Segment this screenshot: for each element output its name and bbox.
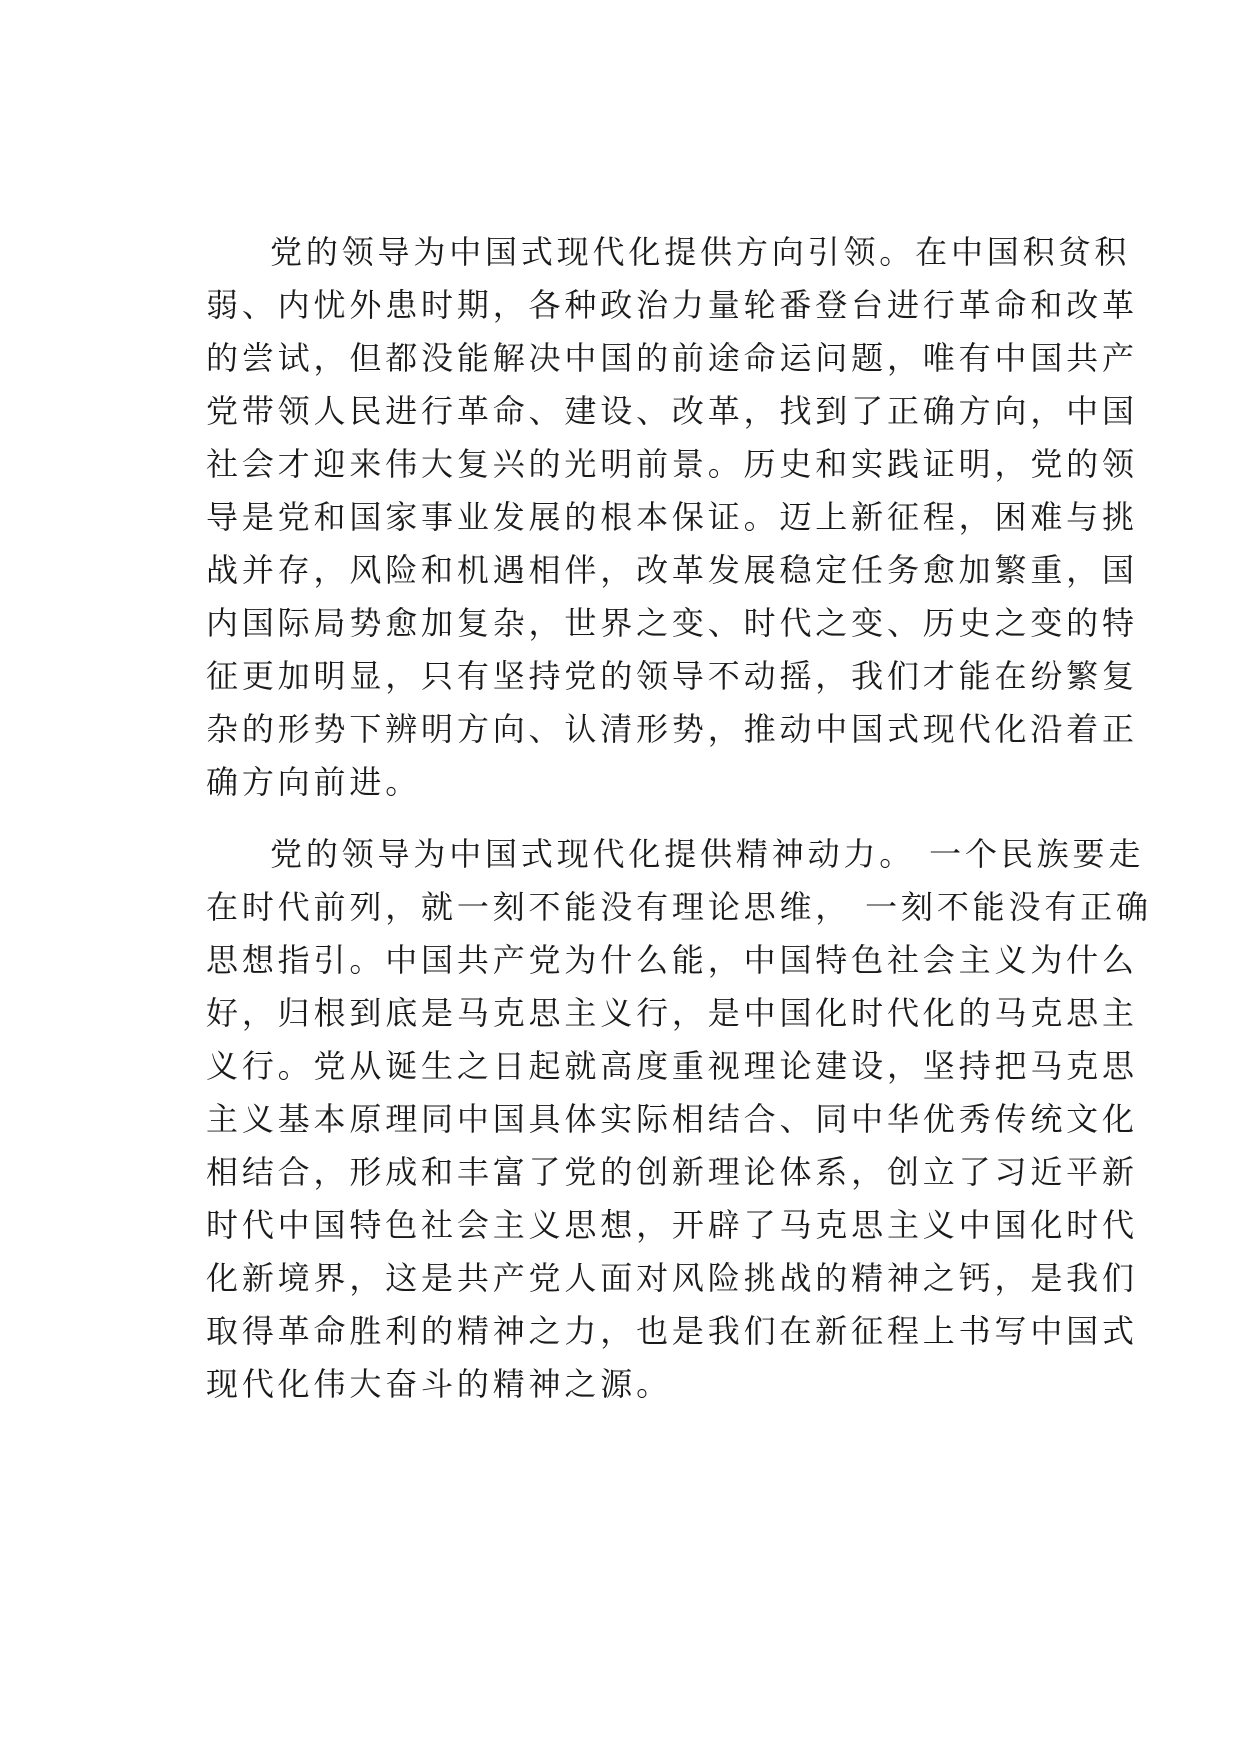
paragraph-line: 弱、内忧外患时期，各种政治力量轮番登台进行革命和改革 bbox=[206, 286, 1138, 324]
paragraph-line: 取得革命胜利的精神之力，也是我们在新征程上书写中国式 bbox=[206, 1312, 1138, 1350]
paragraph-line: 在时代前列，就一刻不能没有理论思维， 一刻不能没有正确 bbox=[206, 888, 1152, 926]
paragraph-spacer bbox=[206, 809, 1068, 828]
paragraph-line: 战并存，风险和机遇相伴，改革发展稳定任务愈加繁重，国 bbox=[206, 551, 1138, 589]
paragraph-line: 社会才迎来伟大复兴的光明前景。历史和实践证明，党的领 bbox=[206, 445, 1138, 483]
paragraph-line: 义行。党从诞生之日起就高度重视理论建设，坚持把马克思 bbox=[206, 1047, 1138, 1085]
paragraph-line: 党的领导为中国式现代化提供方向引领。在中国积贫积 bbox=[270, 233, 1131, 271]
paragraph-1 bbox=[206, 226, 1138, 809]
paragraph-line: 化新境界，这是共产党人面对风险挑战的精神之钙，是我们 bbox=[206, 1259, 1138, 1297]
paragraph-line: 导是党和国家事业发展的根本保证。迈上新征程，困难与挑 bbox=[206, 498, 1138, 536]
document-body bbox=[206, 226, 1152, 1411]
paragraph-line: 征更加明显，只有坚持党的领导不动摇，我们才能在纷繁复 bbox=[206, 657, 1138, 695]
paragraph-line: 时代中国特色社会主义思想，开辟了马克思主义中国化时代 bbox=[206, 1206, 1138, 1244]
paragraph-line: 党带领人民进行革命、建设、改革，找到了正确方向，中国 bbox=[206, 392, 1138, 430]
paragraph-2 bbox=[206, 828, 1152, 1411]
paragraph-line: 相结合，形成和丰富了党的创新理论体系，创立了习近平新 bbox=[206, 1153, 1138, 1191]
paragraph-line: 思想指引。中国共产党为什么能，中国特色社会主义为什么 bbox=[206, 941, 1138, 979]
paragraph-line: 的尝试，但都没能解决中国的前途命运问题，唯有中国共产 bbox=[206, 339, 1138, 377]
paragraph-line: 现代化伟大奋斗的精神之源。 bbox=[206, 1365, 672, 1403]
paragraph-line: 确方向前进。 bbox=[206, 763, 422, 801]
paragraph-line: 杂的形势下辨明方向、认清形势，推动中国式现代化沿着正 bbox=[206, 710, 1138, 748]
paragraph-line: 内国际局势愈加复杂，世界之变、时代之变、历史之变的特 bbox=[206, 604, 1138, 642]
paragraph-line: 党的领导为中国式现代化提供精神动力。 一个民族要走 bbox=[270, 835, 1145, 873]
paragraph-line: 主义基本原理同中国具体实际相结合、同中华优秀传统文化 bbox=[206, 1100, 1138, 1138]
paragraph-line: 好，归根到底是马克思主义行，是中国化时代化的马克思主 bbox=[206, 994, 1138, 1032]
